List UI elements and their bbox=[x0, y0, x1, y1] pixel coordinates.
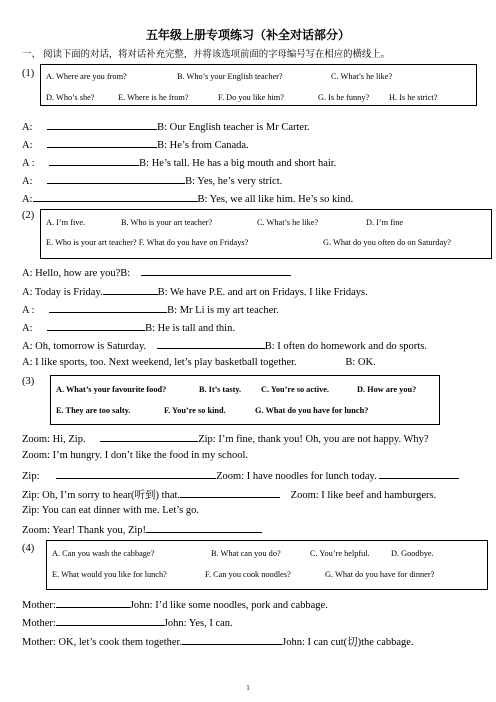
option: A. Where are you from? bbox=[46, 72, 127, 81]
dialogue-line: A: B: He’s from Canada. bbox=[22, 140, 249, 151]
option: B. Who is your art teacher? bbox=[121, 218, 213, 227]
option: G. Is he funny? bbox=[318, 93, 370, 102]
dialogue-line: A: B: Yes, we all like him. He’s so kind. bbox=[22, 194, 354, 205]
option: C. What’s he like? bbox=[331, 72, 393, 81]
option: E. Where is he from? bbox=[118, 93, 189, 102]
answer-blank[interactable] bbox=[49, 156, 139, 166]
answer-blank[interactable] bbox=[141, 266, 291, 276]
dialogue-line: Zoom: Hi, Zip. Zip: I’m fine, thank you! Oh, you are not happy. Why? bbox=[22, 434, 429, 445]
option: D. Who’s she? bbox=[46, 93, 95, 102]
dialogue-line: A : B: He’s tall. He has a big mouth and short hair. bbox=[22, 158, 337, 169]
answer-blank[interactable] bbox=[157, 339, 265, 349]
dialogue-line: A: Hello, how are you?B: bbox=[22, 266, 291, 279]
section-label: (4) bbox=[22, 543, 35, 554]
dialogue-line: A : B: Mr Li is my art teacher. bbox=[22, 305, 279, 316]
dialogue-line: A: B: Yes, he’s very strict. bbox=[22, 176, 283, 187]
option: A. What’s your favourite food? bbox=[56, 385, 167, 394]
answer-blank[interactable] bbox=[100, 432, 198, 442]
option: F. Can you cook noodles? bbox=[205, 570, 291, 579]
dialogue-line: Zoom: I’m hungry. I don’t like the food in my school. bbox=[22, 450, 249, 461]
dialogue-line: Zip: You can eat dinner with me. Let’s go. bbox=[22, 505, 200, 516]
answer-blank[interactable] bbox=[180, 488, 280, 498]
options-box bbox=[40, 209, 492, 259]
dialogue-line: A: B: He is tall and thin. bbox=[22, 323, 235, 334]
dialogue-line: A: I like sports, too. Next weekend, let’s play basketball together. B: OK. bbox=[22, 357, 376, 368]
dialogue-line: A: B: Our English teacher is Mr Carter. bbox=[22, 122, 310, 133]
answer-blank[interactable] bbox=[33, 192, 198, 202]
option: B. What can you do? bbox=[211, 549, 281, 558]
answer-blank[interactable] bbox=[47, 138, 157, 148]
answer-blank[interactable] bbox=[49, 303, 167, 313]
option: A. Can you wash the cabbage? bbox=[52, 549, 155, 558]
answer-blank[interactable] bbox=[379, 469, 459, 479]
instruction: 一、 阅读下面的对话，将对话补充完整，并将该选项前面的字母编号写在相应的横线上。 bbox=[22, 50, 390, 60]
answer-blank[interactable] bbox=[47, 174, 185, 184]
option: E. They are too salty. bbox=[56, 406, 131, 415]
section-label: (2) bbox=[22, 210, 35, 221]
option: B. It’s tasty. bbox=[199, 385, 242, 394]
option: B. Who’s your English teacher? bbox=[177, 72, 283, 81]
option: E. Who is your art teacher? F. What do you have on Fridays? bbox=[46, 238, 249, 247]
option: F. Do you like him? bbox=[218, 93, 284, 102]
option: G. What do you have for dinner? bbox=[325, 570, 435, 579]
options-box bbox=[46, 540, 488, 590]
option: E. What would you like for lunch? bbox=[52, 570, 167, 579]
section-label: (3) bbox=[22, 376, 35, 387]
option: D. I’m fine bbox=[366, 218, 404, 227]
option: G. What do you often do on Saturday? bbox=[323, 238, 451, 247]
dialogue-line: Mother: OK, let’s cook them together. John: I can cut(切)the cabbage. bbox=[22, 637, 414, 648]
answer-blank[interactable] bbox=[56, 469, 216, 479]
option: F. You’re so kind. bbox=[164, 406, 226, 415]
dialogue-line: A: Oh, tomorrow is Saturday. B: I often do homework and do sports. bbox=[22, 341, 427, 352]
option: C. You’re helpful. bbox=[310, 549, 370, 558]
dialogue-line: Zip: Zoom: I have noodles for lunch today. bbox=[22, 469, 459, 482]
answer-blank[interactable] bbox=[182, 635, 282, 645]
option: C. You’re so active. bbox=[261, 385, 329, 394]
page-title: 五年级上册专项练习（补全对话部分） bbox=[145, 28, 350, 42]
answer-blank[interactable] bbox=[146, 523, 262, 533]
answer-blank[interactable] bbox=[47, 120, 157, 130]
option: D. How are you? bbox=[357, 385, 417, 394]
option: H. Is he strict? bbox=[389, 93, 438, 102]
dialogue-line: Mother: John: I’d like some noodles, pork and cabbage. bbox=[22, 600, 328, 611]
answer-blank[interactable] bbox=[103, 285, 158, 295]
option: A. I’m five. bbox=[46, 218, 86, 227]
option: D. Goodbye. bbox=[391, 549, 434, 558]
option: G. What do you have for lunch? bbox=[255, 406, 369, 415]
dialogue-line: Zip: Oh, I’m sorry to hear(听到) that. Zoom: I like beef and hamburgers. bbox=[22, 490, 437, 501]
answer-blank[interactable] bbox=[56, 616, 164, 626]
answer-blank[interactable] bbox=[47, 321, 145, 331]
options-box bbox=[50, 375, 440, 425]
dialogue-line: Zoom: Year! Thank you, Zip! bbox=[22, 523, 262, 536]
page-number: 1 bbox=[246, 684, 250, 692]
option: C. What’s he like? bbox=[257, 218, 319, 227]
dialogue-line: Mother: John: Yes, I can. bbox=[22, 618, 233, 629]
section-label: (1) bbox=[22, 68, 35, 79]
answer-blank[interactable] bbox=[56, 598, 130, 608]
options-box bbox=[40, 64, 477, 106]
dialogue-line: A: Today is Friday. B: We have P.E. and art on Fridays. I like Fridays. bbox=[22, 287, 368, 298]
